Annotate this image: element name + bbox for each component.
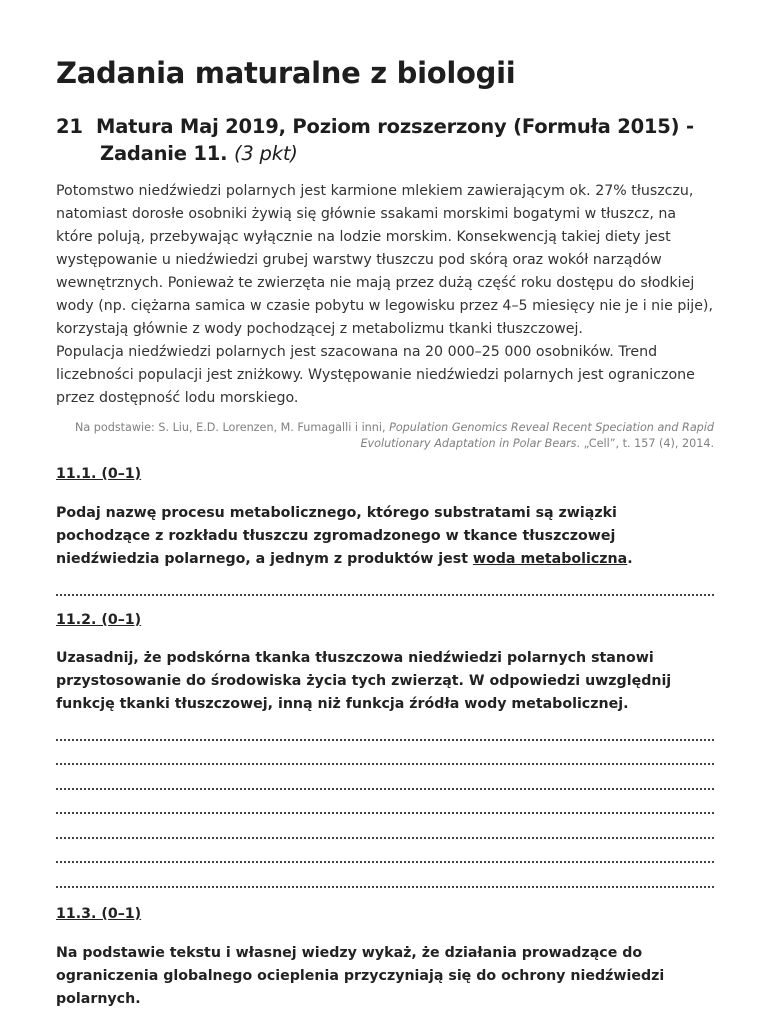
source-prefix: Na podstawie: S. Liu, E.D. Lorenzen, M. Fumagalli i inni, [75, 421, 390, 434]
subtask-question: Uzasadnij, że podskórna tkanka tłuszczowa niedźwiedzi polarnych stanowi przystosowanie do środowiska życia tych zwierząt. W odpowiedzi uwzględnij funkcję tkanki tłuszczowej, inną niż funkcja źródła wody metabolicznej. [56, 650, 672, 712]
subtask-heading: 11.2. (0–1) [56, 612, 142, 628]
underlined-term: woda metaboliczna [472, 551, 628, 567]
intro-text [56, 180, 714, 410]
task-title: Matura Maj 2019, Poziom rozszerzony (Formuła 2015) - [96, 115, 694, 138]
page-title: Zadania maturalne z biologii [56, 56, 516, 90]
intro-paragraph: Populacja niedźwiedzi polarnych jest szacowana na 20 000–25 000 osobników. Trend liczebności populacji jest zniżkowy. Występowanie niedźwiedzi polarnych jest ograniczone przez dostępność lodu morskiego. [56, 344, 695, 406]
source-title: Population Genomics Reveal Recent Speciation and Rapid Evolutionary Adaptation in Polar Bears [360, 421, 714, 450]
answer-line[interactable] [56, 837, 714, 839]
answer-line[interactable] [56, 763, 714, 765]
source-suffix: . „Cell”, t. 157 (4), 2014. [576, 437, 714, 450]
answer-line[interactable] [56, 788, 714, 790]
answer-line[interactable] [56, 812, 714, 814]
answer-line[interactable] [56, 886, 714, 888]
subtask-heading: 11.3. (0–1) [56, 906, 142, 922]
answer-line[interactable] [56, 861, 714, 863]
task-number: 21 [56, 115, 83, 138]
source-citation [56, 420, 714, 452]
subtask-heading: 11.1. (0–1) [56, 466, 142, 482]
subtask-question: Podaj nazwę procesu metabolicznego, którego substratami są związki pochodzące z rozkładu tłuszczu zgromadzonego w tkance tłuszczowej niedźwiedzia polarnego, a jednym z produktów jest woda metaboliczna. [56, 505, 633, 567]
answer-line[interactable] [56, 594, 714, 596]
task-title-continuation [100, 140, 298, 167]
subtask-question: Na podstawie tekstu i własnej wiedzy wykaż, że działania prowadzące do ograniczenia globalnego ocieplenia przyczyniają się do ochrony niedźwiedzi polarnych. [56, 945, 665, 1007]
answer-line[interactable] [56, 739, 714, 741]
intro-paragraph: Potomstwo niedźwiedzi polarnych jest karmione mlekiem zawierającym ok. 27% tłuszczu, natomiast dorosłe osobniki żywią się głównie ssakami morskimi bogatymi w tłuszcz, na które polują, przebywając wyłącznie na lodzie morskim. Konsekwencją takiej diety jest występowanie u niedźwiedzi grubej warstwy tłuszczu pod skórą oraz wokół narządów wewnętrznych. Ponieważ te zwierzęta nie mają przez dużą część roku dostępu do słodkiej wody (np. ciężarna samica w czasie pobytu w legowisku przez 4–5 miesięcy nie je i nie pije), korzystają głównie z wody pochodzącej z metabolizmu tkanki tłuszczowej. [56, 183, 713, 337]
task-points: (3 pkt) [233, 142, 298, 165]
task-title-number: Zadanie 11. [100, 142, 228, 165]
